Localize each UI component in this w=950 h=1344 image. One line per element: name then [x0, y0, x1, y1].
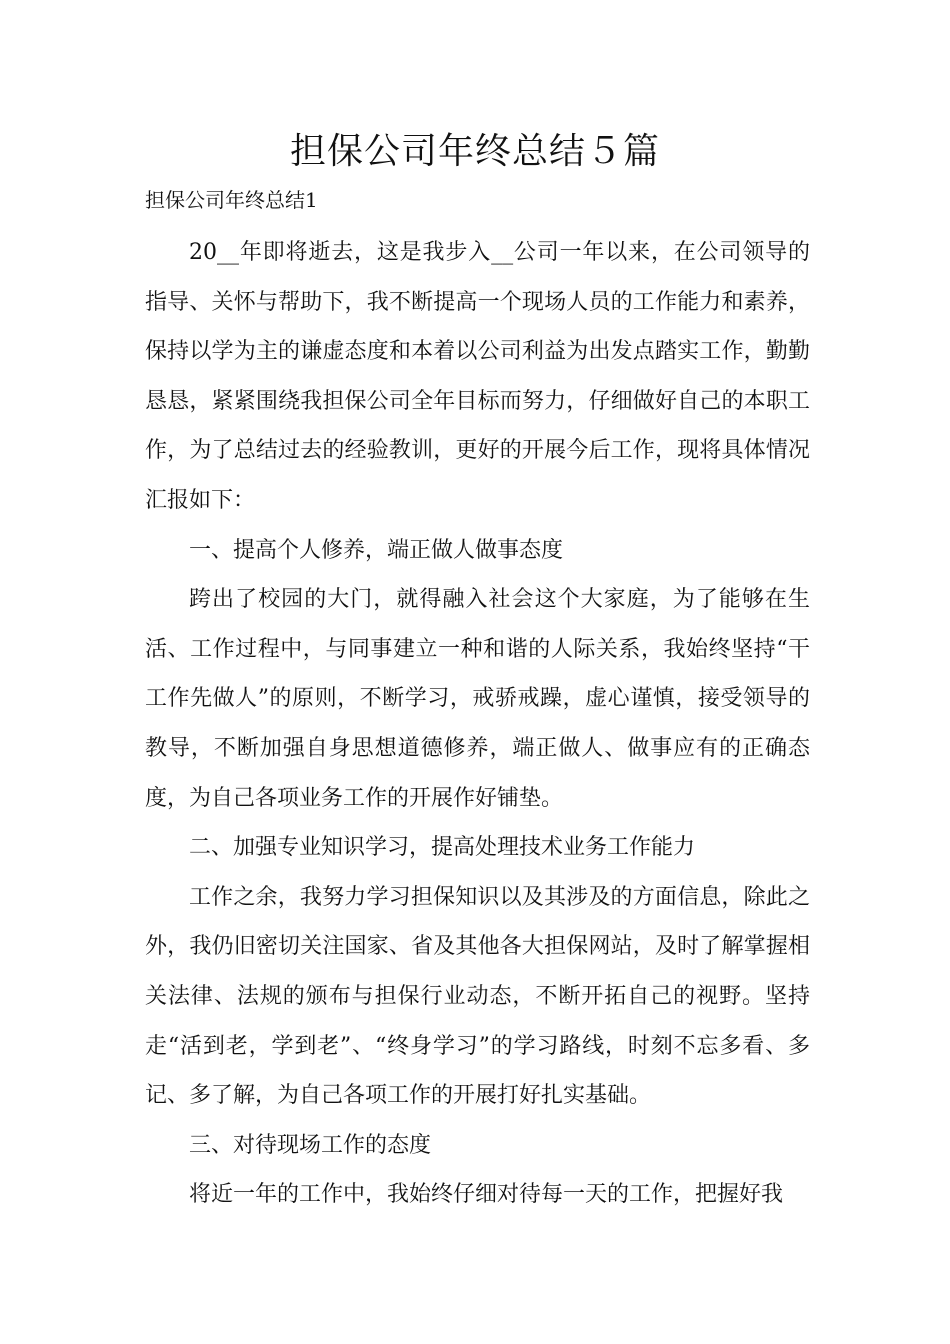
paragraph-section-3: 将近一年的工作中，我始终仔细对待每一天的工作，把握好我: [189, 1182, 784, 1208]
document-subtitle: 担保公司年终总结1: [145, 188, 318, 212]
document-title: 担保公司年终总结５篇: [289, 131, 660, 172]
section-heading-3: 三、对待现场工作的态度: [189, 1132, 432, 1158]
section-heading-1: 一、提高个人修养，端正做人做事态度: [189, 537, 564, 563]
paragraph-section-1: 跨出了校园的大门，就得融入社会这个大家庭，为了能够在生活、工作过程中，与同事建立一种和谐的人际关系，我始终坚持“干工作先做人”的原则，不断学习，戒骄戒躁，虚心谨慎，接受领导的教导，不断加强自身思想道德修养，端正做人、做事应有的正确态度，为自己各项业务工作的开展作好铺垫。: [145, 587, 810, 811]
paragraph-section-2: 工作之余，我努力学习担保知识以及其涉及的方面信息，除此之外，我仍旧密切关注国家、省及其他各大担保网站，及时了解掌握相关法律、法规的颁布与担保行业动态，不断开拓自己的视野。坚持走“活到老，学到老”、“终身学习”的学习路线，时刻不忘多看、多记、多了解，为自己各项工作的开展打好扎实基础。: [145, 884, 810, 1109]
paragraph-intro: 20__年即将逝去，这是我步入__公司一年以来，在公司领导的指导、关怀与帮助下，我不断提高一个现场人员的工作能力和素养，保持以学为主的谦虚态度和本着以公司利益为出发点踏实工作，勤勤恳恳，紧紧围绕我担保公司全年目标而努力，仔细做好自己的本职工作，为了总结过去的经验教训，更好的开展今后工作，现将具体情况汇报如下：: [145, 240, 810, 513]
document-body: [145, 228, 810, 1220]
section-heading-2: 二、加强专业知识学习，提高处理技术业务工作能力: [189, 835, 696, 861]
